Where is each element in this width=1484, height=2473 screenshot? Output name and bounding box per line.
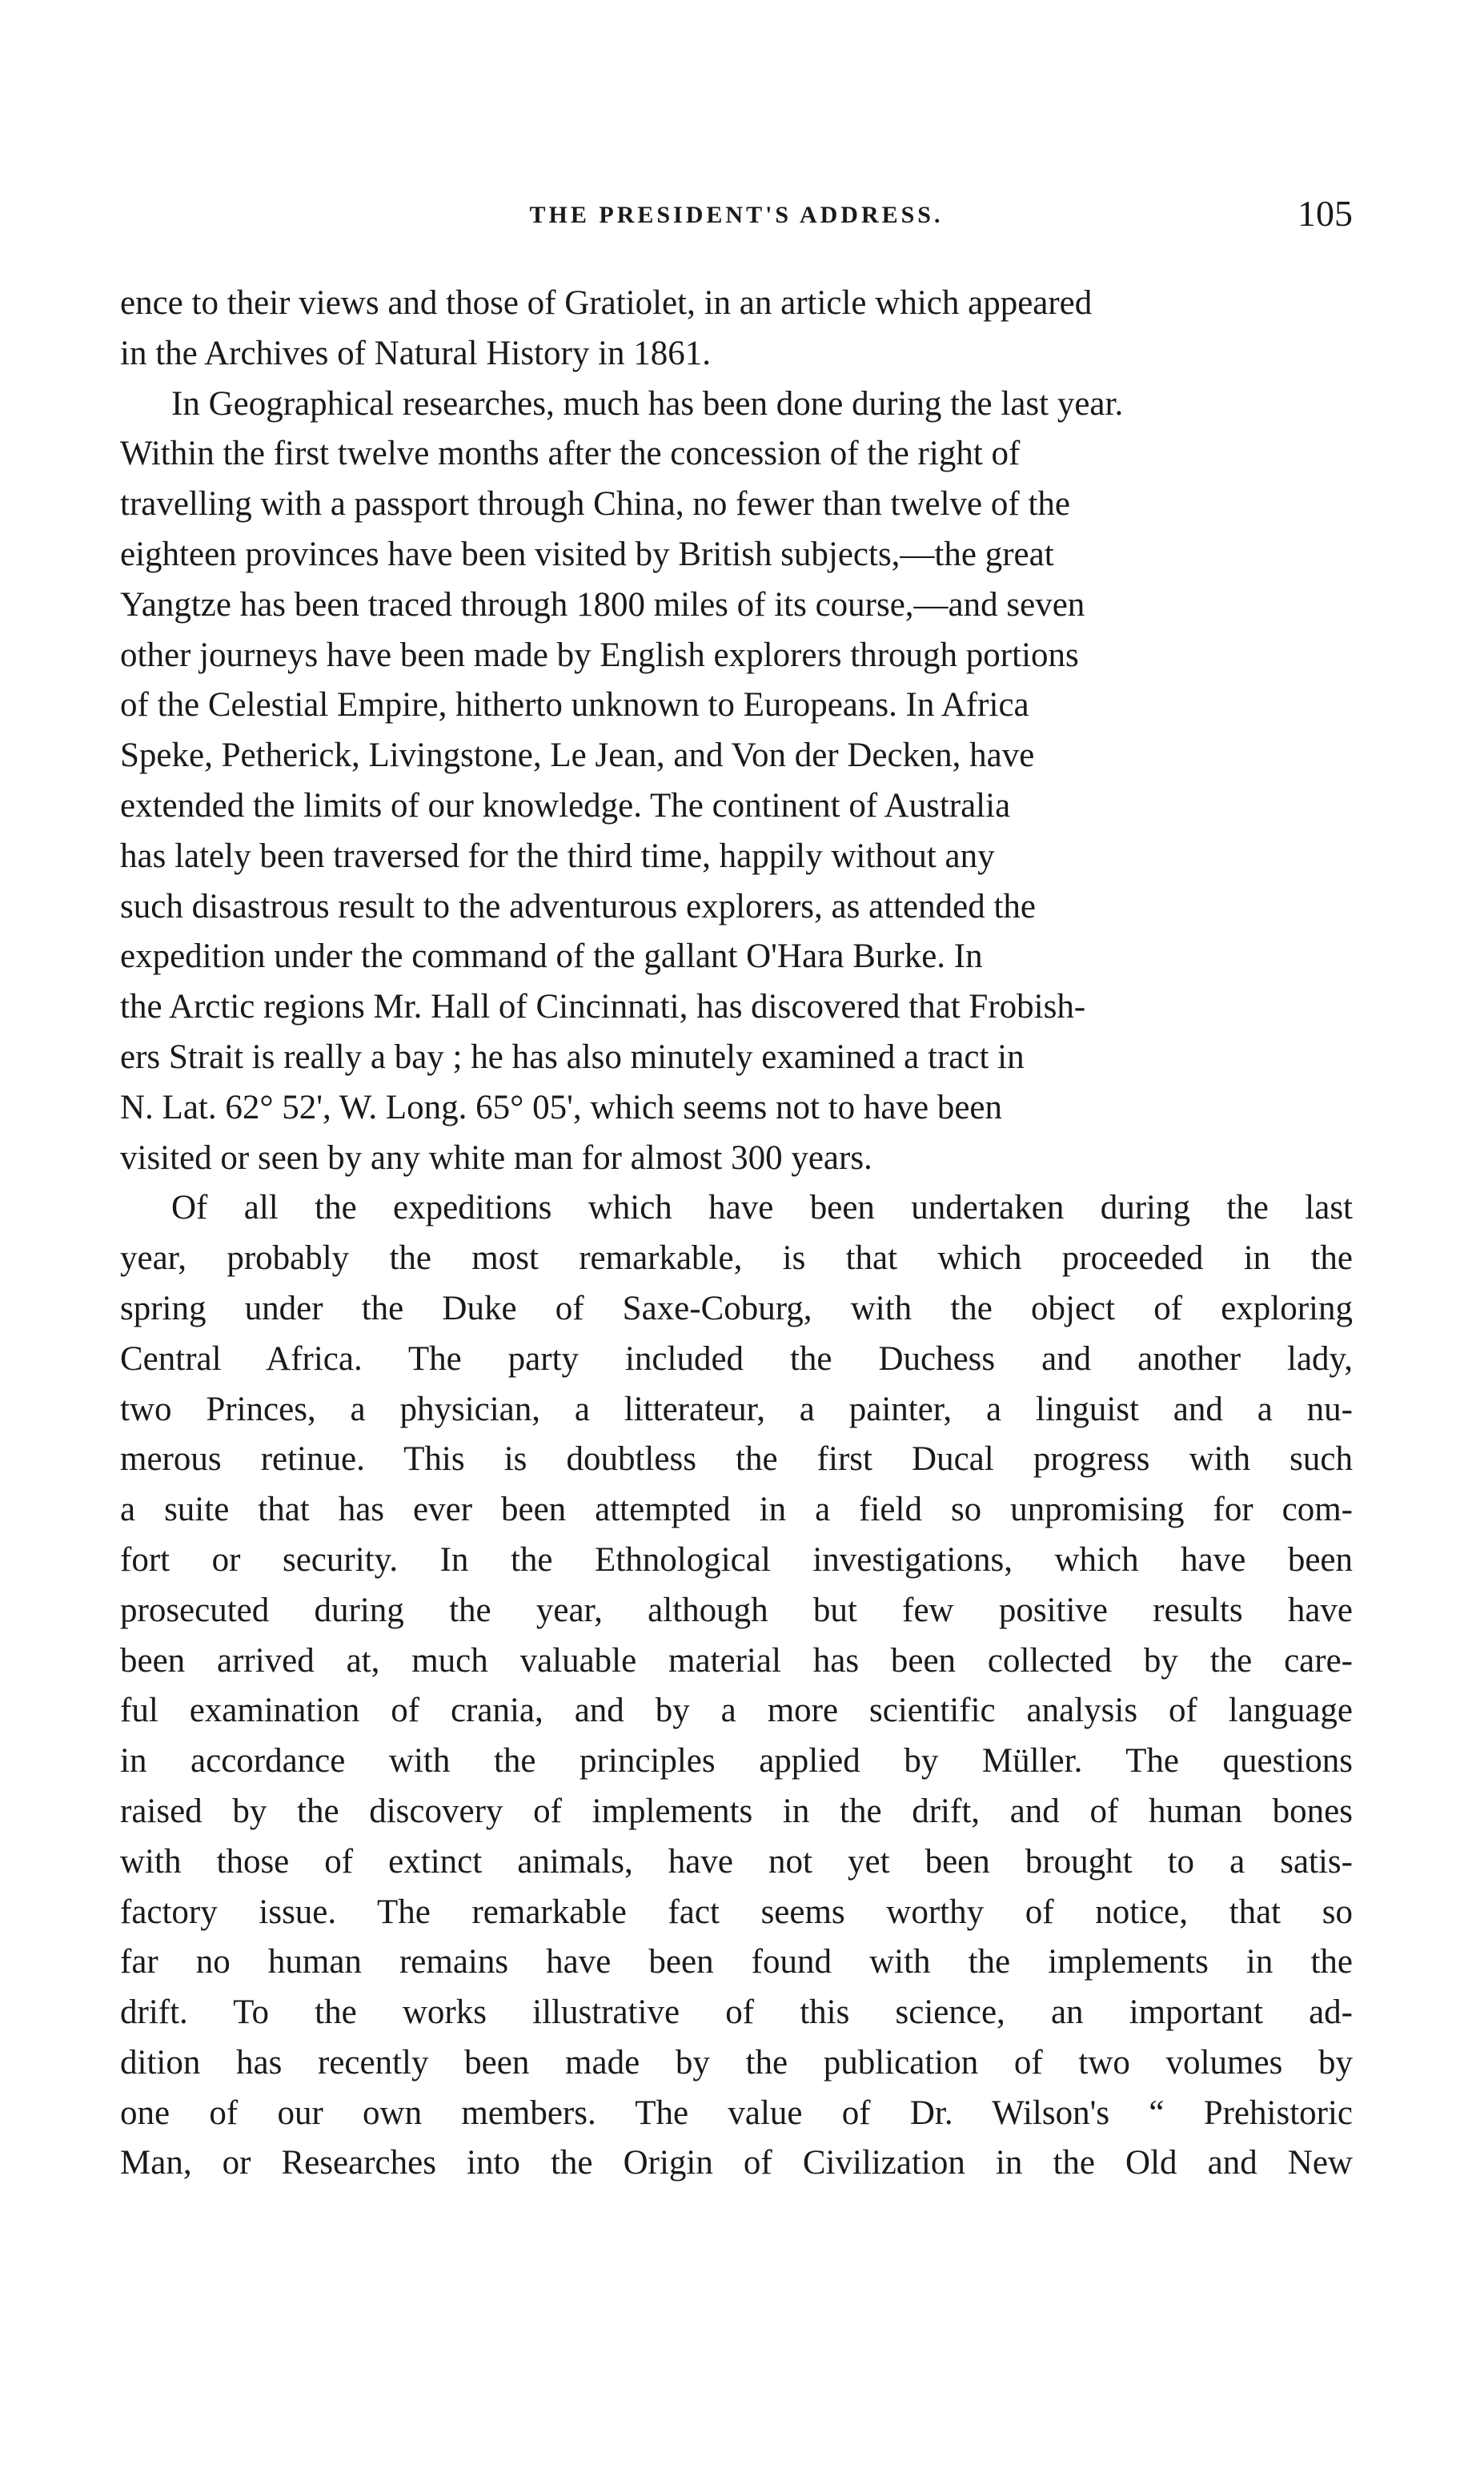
running-head xyxy=(120,192,1353,264)
paragraph-3: Of all the expeditions which have been undertaken during the last year, probably the most remarkable, is that which proceeded in the spring under the Duke of Saxe-Coburg, with the object of exploring Central Africa. The party included the Duchess and another lady, two Princes, a physician, a litterateur, a painter, a linguist and a nu- merous retinue. This is doubtless the first Ducal progress with such a suite that has ever been attempted in a field so unpromising for com- fort or security. In the Ethnological investigations, which have been prosecuted during the year, although but few positive results have been arrived at, much valuable material has been collected by the care- ful examination of crania, and by a more scientific analysis of language in accordance with the principles applied by Müller. The questions raised by the discovery of implements in the drift, and of human bones with those of extinct animals, have not yet been brought to a satis- factory issue. The remarkable fact seems worthy of notice, that so far no human remains have been found with the implements in the drift. To the works illustrative of this science, an important ad- dition has recently been made by the publication of two volumes by one of our own members. The value of Dr. Wilson's “ Prehistoric Man, or Researches into the Origin of Civilization in the Old and New xyxy=(120,1189,1353,2182)
page-number: 105 xyxy=(1297,193,1353,234)
body-text xyxy=(120,279,1353,2189)
paragraph-1: ence to their views and those of Gratiolet, in an article which appeared in the Archives of Natural History in 1861. xyxy=(120,284,1093,372)
paragraph-2: In Geographical researches, much has been done during the last year. Within the first twelve months after the concession of the right of travelling with a passport through China, no fewer than twelve of the eighteen provinces have been visited by British subjects,—the great Yangtze has been traced through 1800 miles of its course,—and seven other journeys have been made by English explorers through portions of the Celestial Empire, hitherto unknown to Europeans. In Africa Speke, Petherick, Livingstone, Le Jean, and Von der Decken, have extended the limits of our knowledge. The continent of Australia has lately been traversed for the third time, happily without any such disastrous result to the adventurous explorers, as attended the expedition under the command of the gallant O'Hara Burke. In the Arctic regions Mr. Hall of Cincinnati, has discovered that Frobish- ers Strait is really a bay ; he has also minutely examined a tract in N. Lat. 62° 52', W. Long. 65° 05', which seems not to have been visited or seen by any white man for almost 300 years. xyxy=(120,384,1124,1177)
book-page xyxy=(120,192,1353,2189)
running-title: THE PRESIDENT'S ADDRESS. xyxy=(529,202,944,228)
